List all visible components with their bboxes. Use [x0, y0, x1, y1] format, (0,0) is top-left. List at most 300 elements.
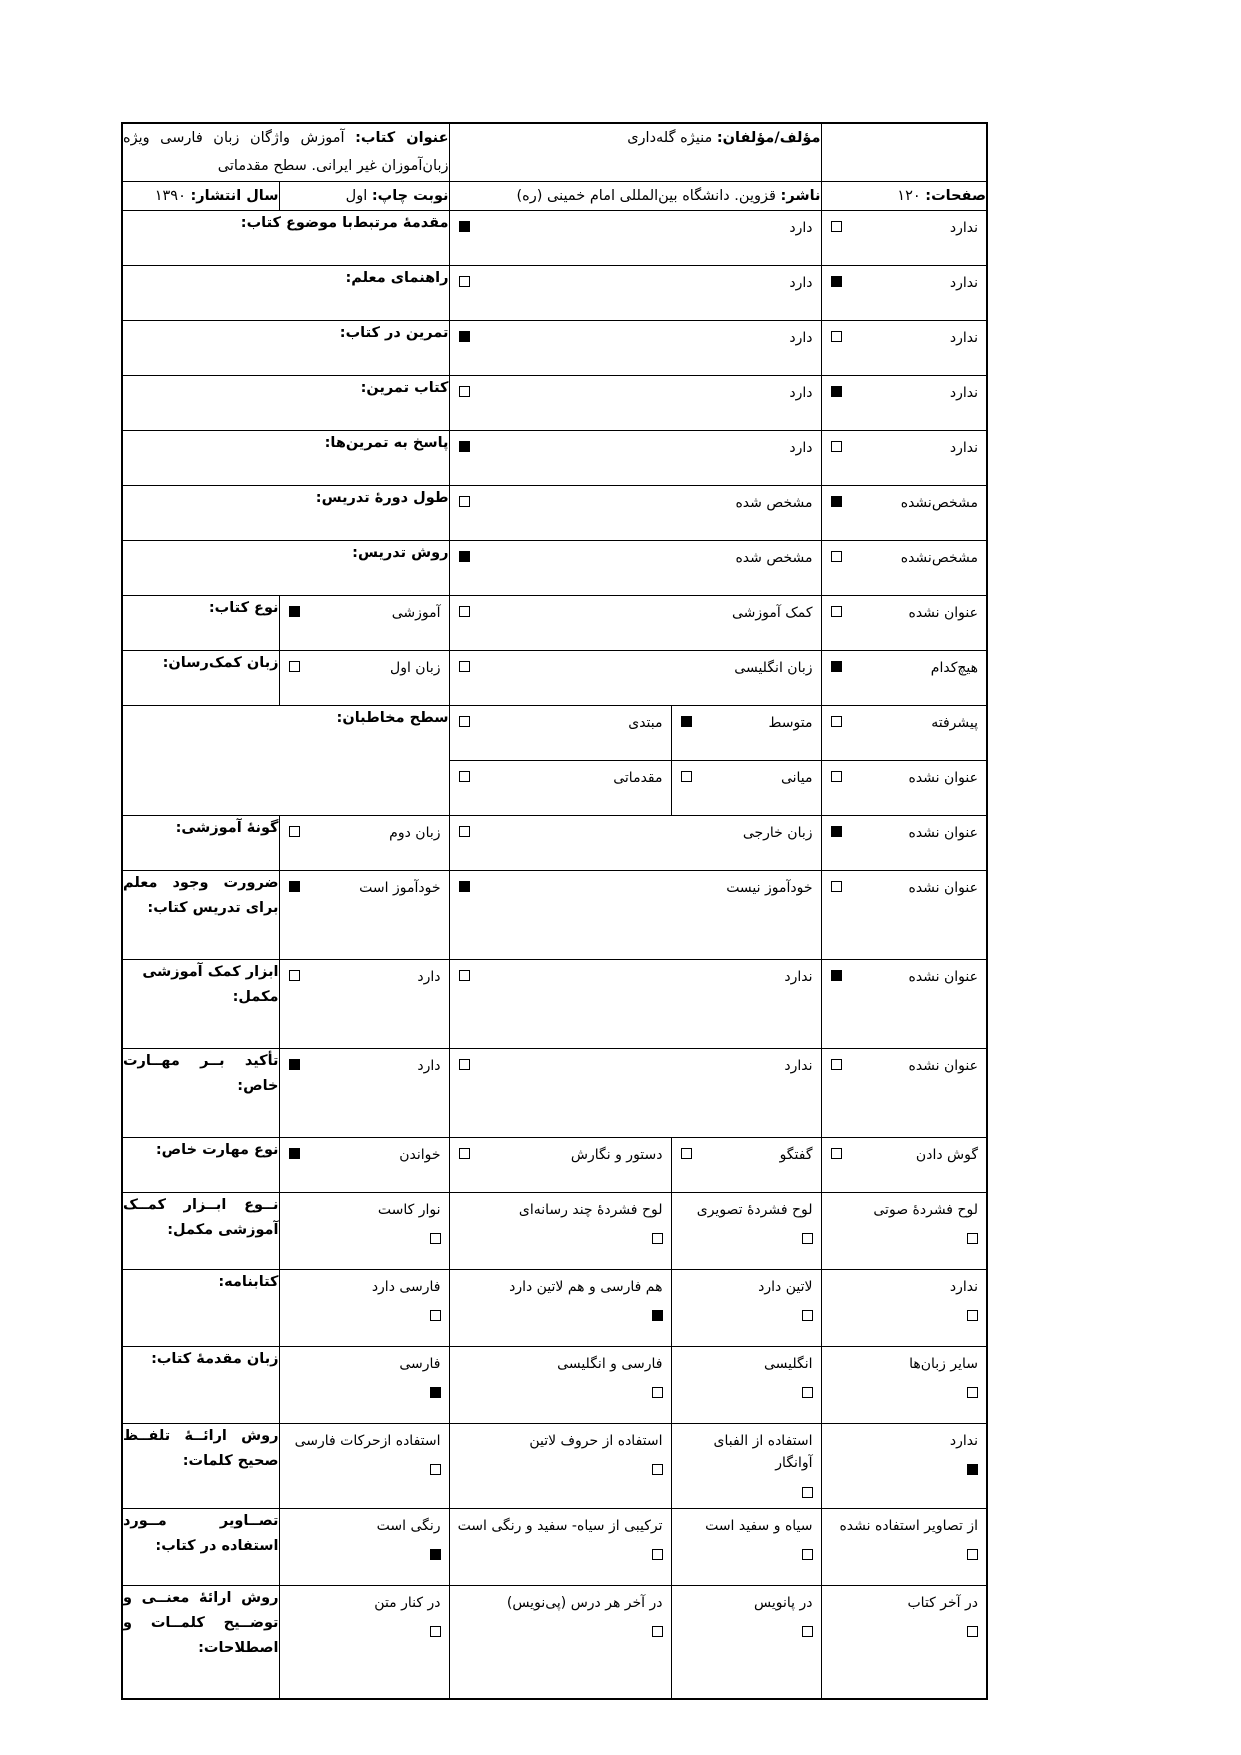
option-label: در پانویس — [754, 1594, 813, 1611]
criterion-row — [122, 1508, 987, 1585]
criterion-row — [122, 705, 987, 760]
option-cell[interactable] — [280, 960, 449, 1048]
form-body — [122, 123, 987, 1699]
checkbox-unchecked[interactable] — [802, 1387, 813, 1398]
option-cell[interactable] — [450, 1049, 821, 1137]
option-td[interactable] — [821, 870, 987, 959]
checkbox-checked[interactable] — [430, 1387, 441, 1398]
option-label: عنوان نشده — [908, 604, 978, 621]
criterion-label: کتاب تمرین: — [122, 375, 449, 430]
option-td[interactable] — [279, 1508, 449, 1585]
option-td[interactable] — [449, 1423, 671, 1508]
option-td[interactable] — [821, 485, 987, 540]
option-label: فارسی دارد — [371, 1278, 441, 1295]
publisher-value: قزوین. دانشگاه بین‌المللی امام خمینی (ره) — [516, 187, 776, 204]
option-label: سایر زبان‌ها — [909, 1355, 978, 1372]
checkbox-unchecked[interactable] — [289, 826, 300, 837]
option-td[interactable] — [449, 959, 821, 1048]
criterion-row — [122, 1137, 987, 1192]
option-td[interactable] — [821, 375, 987, 430]
criterion-row — [122, 595, 987, 650]
option-cell[interactable] — [822, 486, 987, 540]
option-label: گوش دادن — [915, 1146, 978, 1163]
checkbox-checked[interactable] — [831, 826, 842, 837]
criterion-label: سطح مخاطبان: — [122, 705, 449, 815]
option-label: عنوان نشده — [908, 879, 978, 896]
option-label: لوح فشردهٔ صوتی — [873, 1201, 978, 1218]
criterion-label: روش ارائــهٔ تلفــظ صحیح کلمات: — [122, 1423, 279, 1508]
option-td[interactable] — [449, 540, 821, 595]
checkbox-checked[interactable] — [652, 1310, 663, 1321]
option-cell[interactable] — [450, 1270, 671, 1346]
criterion-label: روش تدریس: — [122, 540, 449, 595]
checkbox-checked[interactable] — [289, 1059, 300, 1070]
option-cell[interactable] — [450, 1193, 671, 1269]
option-cell[interactable] — [280, 596, 449, 650]
checkbox-checked[interactable] — [459, 441, 470, 452]
option-cell[interactable] — [450, 596, 821, 650]
option-label: ندارد — [949, 439, 978, 456]
option-cell[interactable] — [450, 1586, 671, 1698]
option-cell[interactable] — [450, 1509, 671, 1585]
checkbox-unchecked[interactable] — [831, 1148, 842, 1159]
checkbox-unchecked[interactable] — [289, 970, 300, 981]
option-td[interactable] — [821, 959, 987, 1048]
checkbox-unchecked[interactable] — [652, 1549, 663, 1560]
checkbox-checked[interactable] — [831, 276, 842, 287]
option-td[interactable] — [449, 1585, 671, 1699]
option-td[interactable] — [279, 1346, 449, 1423]
option-label: میانی — [780, 769, 813, 786]
option-td[interactable] — [671, 1137, 821, 1192]
option-cell[interactable] — [822, 816, 987, 870]
option-cell[interactable] — [280, 1049, 449, 1137]
option-td[interactable] — [279, 595, 449, 650]
option-td[interactable] — [279, 959, 449, 1048]
checkbox-unchecked[interactable] — [831, 551, 842, 562]
checkbox-unchecked[interactable] — [967, 1233, 978, 1244]
option-td[interactable] — [821, 430, 987, 485]
option-label: آموزشی — [391, 604, 441, 621]
option-cell[interactable] — [280, 1424, 449, 1500]
option-cell[interactable] — [280, 651, 449, 705]
title-cell — [122, 123, 449, 181]
option-label: خواندن — [399, 1146, 441, 1163]
option-td[interactable] — [671, 1269, 821, 1346]
option-cell[interactable] — [450, 761, 671, 815]
checkbox-checked[interactable] — [681, 716, 692, 727]
option-label: لوح فشردهٔ چند رسانه‌ای — [518, 1201, 663, 1218]
option-label: زبان دوم — [389, 824, 441, 841]
option-label: ندارد — [784, 968, 813, 985]
year-value: ۱۳۹۰ — [154, 187, 186, 204]
year-label: سال انتشار: — [190, 187, 279, 204]
option-td[interactable] — [449, 1048, 821, 1137]
option-label: ندارد — [949, 1432, 978, 1449]
option-cell[interactable] — [822, 761, 987, 815]
checkbox-unchecked[interactable] — [802, 1310, 813, 1321]
option-cell[interactable] — [280, 816, 449, 870]
option-td[interactable] — [821, 540, 987, 595]
checkbox-checked[interactable] — [289, 606, 300, 617]
option-td[interactable] — [671, 705, 821, 760]
checkbox-checked[interactable] — [459, 331, 470, 342]
option-cell[interactable] — [822, 1586, 987, 1698]
checkbox-unchecked[interactable] — [652, 1387, 663, 1398]
checkbox-checked[interactable] — [459, 551, 470, 562]
checkbox-unchecked[interactable] — [430, 1233, 441, 1244]
option-cell[interactable] — [672, 1509, 821, 1585]
option-cell[interactable] — [450, 1138, 671, 1192]
option-label: سیاه و سفید است — [705, 1517, 813, 1534]
option-td[interactable] — [449, 1137, 671, 1192]
checkbox-checked[interactable] — [289, 881, 300, 892]
option-label: مبتدی — [628, 714, 663, 731]
option-label: استفاده از الفبای آوانگار — [713, 1432, 813, 1472]
criterion-row — [122, 430, 987, 485]
option-td[interactable] — [279, 1137, 449, 1192]
option-cell[interactable] — [822, 871, 987, 959]
checkbox-checked[interactable] — [459, 221, 470, 232]
option-td[interactable] — [821, 210, 987, 265]
author-value: منیژه گله‌داری — [627, 130, 713, 146]
option-label: زبان خارجی — [742, 824, 813, 841]
option-td[interactable] — [449, 650, 821, 705]
option-label: استفاده ازحرکات فارسی — [294, 1432, 441, 1449]
option-cell[interactable] — [672, 1347, 821, 1423]
option-label: ندارد — [949, 384, 978, 401]
checkbox-unchecked[interactable] — [459, 826, 470, 837]
checkbox-unchecked[interactable] — [831, 441, 842, 452]
option-cell[interactable] — [822, 651, 987, 705]
option-label: از تصاویر استفاده نشده — [839, 1517, 978, 1534]
checkbox-unchecked[interactable] — [459, 716, 470, 727]
option-td[interactable] — [821, 320, 987, 375]
option-td[interactable] — [821, 650, 987, 705]
checkbox-unchecked[interactable] — [967, 1626, 978, 1637]
criterion-row — [122, 1346, 987, 1423]
checkbox-unchecked[interactable] — [459, 1148, 470, 1159]
checkbox-unchecked[interactable] — [831, 771, 842, 782]
option-cell[interactable] — [280, 1509, 449, 1585]
option-td[interactable] — [821, 1137, 987, 1192]
option-td[interactable] — [449, 1269, 671, 1346]
edition-cell — [279, 181, 449, 210]
option-td[interactable] — [821, 705, 987, 760]
option-label: هم فارسی و هم لاتین دارد — [509, 1278, 663, 1295]
option-label: گفتگو — [779, 1146, 813, 1163]
checkbox-unchecked[interactable] — [831, 881, 842, 892]
checkbox-unchecked[interactable] — [831, 331, 842, 342]
checkbox-unchecked[interactable] — [459, 1059, 470, 1070]
option-cell[interactable] — [672, 1193, 821, 1269]
option-label: فارسی — [399, 1355, 441, 1372]
checkbox-checked[interactable] — [831, 386, 842, 397]
title-value: آموزش واژگان زبان فارسی ویژه زبان‌آموزان غیر ایرانی. سطح مقدماتی — [122, 130, 449, 175]
checkbox-unchecked[interactable] — [459, 661, 470, 672]
criterion-label: راهنمای معلم: — [122, 265, 449, 320]
option-td[interactable] — [449, 320, 821, 375]
option-td[interactable] — [821, 760, 987, 815]
checkbox-unchecked[interactable] — [831, 606, 842, 617]
checkbox-unchecked[interactable] — [802, 1487, 813, 1498]
option-td[interactable] — [671, 1508, 821, 1585]
option-td[interactable] — [449, 210, 821, 265]
option-td[interactable] — [279, 1423, 449, 1508]
criterion-row — [122, 1585, 987, 1699]
option-cell[interactable] — [280, 1138, 449, 1192]
author-label: مؤلف/مؤلفان: — [716, 130, 821, 146]
option-label: متوسط — [768, 714, 813, 731]
checkbox-unchecked[interactable] — [681, 771, 692, 782]
option-td[interactable] — [279, 1585, 449, 1699]
checkbox-checked[interactable] — [831, 970, 842, 981]
option-td[interactable] — [279, 870, 449, 959]
option-td[interactable] — [279, 1048, 449, 1137]
criterion-label: پاسخ به تمرین‌ها: — [122, 430, 449, 485]
option-td[interactable] — [449, 1192, 671, 1269]
option-label: عنوان نشده — [908, 1057, 978, 1074]
option-td[interactable] — [449, 595, 821, 650]
option-cell[interactable] — [280, 871, 449, 959]
option-cell[interactable] — [672, 761, 821, 815]
checkbox-checked[interactable] — [831, 496, 842, 507]
option-cell[interactable] — [672, 1424, 821, 1508]
option-td[interactable] — [821, 1423, 987, 1508]
option-cell[interactable] — [450, 211, 821, 265]
option-label: انگلیسی — [763, 1355, 813, 1372]
criterion-label: کتابنامه: — [122, 1269, 279, 1346]
option-label: در آخر هر درس (پی‌نویس) — [506, 1594, 663, 1611]
criterion-label: ضرورت وجود معلم برای تدریس کتاب: — [122, 870, 279, 959]
option-cell[interactable] — [822, 266, 987, 320]
option-label: ترکیبی از سیاه- سفید و رنگی است — [457, 1517, 663, 1534]
option-label: ندارد — [949, 219, 978, 236]
checkbox-checked[interactable] — [430, 1549, 441, 1560]
option-td[interactable] — [821, 1508, 987, 1585]
option-label: دارد — [789, 439, 813, 456]
criterion-label: تأکید بــر مهــارت خاص: — [122, 1048, 279, 1137]
option-td[interactable] — [449, 485, 821, 540]
option-cell[interactable] — [672, 706, 821, 760]
option-label: مشخص شده — [735, 494, 813, 511]
option-label: ندارد — [784, 1057, 813, 1074]
option-cell[interactable] — [672, 1138, 821, 1192]
option-td[interactable] — [449, 705, 671, 760]
option-td[interactable] — [671, 1423, 821, 1508]
option-cell[interactable] — [672, 1270, 821, 1346]
option-cell[interactable] — [280, 1270, 449, 1346]
checkbox-unchecked[interactable] — [967, 1549, 978, 1560]
criterion-row — [122, 540, 987, 595]
option-label: زبان اول — [390, 659, 441, 676]
option-td[interactable] — [671, 1346, 821, 1423]
option-td[interactable] — [279, 815, 449, 870]
criterion-row — [122, 870, 987, 959]
criterion-row — [122, 320, 987, 375]
checkbox-checked[interactable] — [967, 1464, 978, 1475]
option-label: خودآموز است — [359, 879, 441, 896]
option-cell[interactable] — [450, 431, 821, 485]
checkbox-checked[interactable] — [289, 1148, 300, 1159]
option-cell[interactable] — [822, 596, 987, 650]
criterion-label: روش ارائهٔ معنــی و توضــیح کلمــات و اصطلاحات: — [122, 1585, 279, 1699]
criterion-row — [122, 485, 987, 540]
checkbox-unchecked[interactable] — [831, 1059, 842, 1070]
option-cell[interactable] — [672, 1586, 821, 1698]
checkbox-unchecked[interactable] — [289, 661, 300, 672]
option-label: ندارد — [949, 274, 978, 291]
option-cell[interactable] — [450, 1347, 671, 1423]
criterion-label: طول دورهٔ تدریس: — [122, 485, 449, 540]
option-cell[interactable] — [822, 1270, 987, 1346]
checkbox-unchecked[interactable] — [430, 1626, 441, 1637]
criterion-label: گونهٔ آموزشی: — [122, 815, 279, 870]
option-label: خودآموز نیست — [726, 879, 813, 896]
checkbox-unchecked[interactable] — [459, 496, 470, 507]
option-cell[interactable] — [822, 960, 987, 1048]
option-cell[interactable] — [822, 1193, 987, 1269]
option-label: استفاده از حروف لاتین — [529, 1432, 663, 1449]
option-td[interactable] — [821, 595, 987, 650]
option-label: زبان انگلیسی — [734, 659, 813, 676]
option-cell[interactable] — [450, 1424, 671, 1500]
checkbox-unchecked[interactable] — [430, 1310, 441, 1321]
checkbox-checked[interactable] — [831, 661, 842, 672]
option-td[interactable] — [671, 760, 821, 815]
checkbox-unchecked[interactable] — [802, 1549, 813, 1560]
option-cell[interactable] — [822, 1347, 987, 1423]
option-td[interactable] — [821, 265, 987, 320]
pages-cell — [821, 181, 987, 210]
option-cell[interactable] — [822, 321, 987, 375]
option-cell[interactable] — [450, 871, 821, 959]
checkbox-unchecked[interactable] — [459, 276, 470, 287]
pages-value: ۱۲۰ — [897, 187, 921, 204]
header-row-publication — [122, 181, 987, 210]
checkbox-unchecked[interactable] — [802, 1626, 813, 1637]
option-td[interactable] — [449, 265, 821, 320]
option-cell[interactable] — [822, 541, 987, 595]
option-cell[interactable] — [822, 211, 987, 265]
option-td[interactable] — [449, 870, 821, 959]
option-cell[interactable] — [822, 1509, 987, 1585]
option-td[interactable] — [821, 1269, 987, 1346]
checkbox-unchecked[interactable] — [430, 1464, 441, 1475]
criterion-label: نــوع ابــزار کمــک آموزشی مکمل: — [122, 1192, 279, 1269]
option-cell[interactable] — [822, 431, 987, 485]
criterion-row — [122, 375, 987, 430]
option-cell[interactable] — [450, 376, 821, 430]
publisher-label: ناشر: — [780, 187, 821, 204]
option-label: لوح فشردهٔ تصویری — [696, 1201, 813, 1218]
option-cell[interactable] — [450, 486, 821, 540]
option-label: فارسی و انگلیسی — [557, 1355, 663, 1372]
option-td[interactable] — [821, 1585, 987, 1699]
checkbox-unchecked[interactable] — [459, 606, 470, 617]
option-label: دارد — [417, 1057, 441, 1074]
option-td[interactable] — [279, 1192, 449, 1269]
criterion-label: مقدمهٔ مرتبط‌با موضوع کتاب: — [122, 210, 449, 265]
checkbox-checked[interactable] — [459, 881, 470, 892]
checkbox-unchecked[interactable] — [802, 1233, 813, 1244]
option-td[interactable] — [449, 760, 671, 815]
option-cell[interactable] — [822, 376, 987, 430]
criterion-label: ابزار کمک آموزشی مکمل: — [122, 959, 279, 1048]
option-cell[interactable] — [822, 1424, 987, 1500]
option-cell[interactable] — [450, 651, 821, 705]
option-cell[interactable] — [822, 706, 987, 760]
criterion-row — [122, 1192, 987, 1269]
checkbox-unchecked[interactable] — [652, 1233, 663, 1244]
option-td[interactable] — [671, 1192, 821, 1269]
option-td[interactable] — [449, 1346, 671, 1423]
criterion-label: نوع کتاب: — [122, 595, 279, 650]
option-cell[interactable] — [280, 1347, 449, 1423]
option-cell[interactable] — [450, 816, 821, 870]
option-td[interactable] — [821, 1048, 987, 1137]
option-td[interactable] — [449, 375, 821, 430]
option-label: ندارد — [949, 1278, 978, 1295]
checkbox-unchecked[interactable] — [967, 1310, 978, 1321]
option-td[interactable] — [279, 650, 449, 705]
option-cell[interactable] — [450, 541, 821, 595]
pages-label: صفحات: — [925, 187, 986, 204]
criterion-row — [122, 1048, 987, 1137]
option-td[interactable] — [449, 430, 821, 485]
option-label: در کنار متن — [374, 1594, 441, 1611]
criterion-label: تصــاویر مــورد استفاده در کتاب: — [122, 1508, 279, 1585]
option-td[interactable] — [821, 815, 987, 870]
option-cell[interactable] — [450, 266, 821, 320]
criterion-label: تمرین در کتاب: — [122, 320, 449, 375]
option-label: دارد — [417, 968, 441, 985]
option-label: ندارد — [949, 329, 978, 346]
checkbox-unchecked[interactable] — [831, 221, 842, 232]
option-cell[interactable] — [822, 1049, 987, 1137]
option-td[interactable] — [279, 1269, 449, 1346]
option-cell[interactable] — [280, 1586, 449, 1698]
option-td[interactable] — [821, 1192, 987, 1269]
option-cell[interactable] — [450, 321, 821, 375]
option-label: کمک آموزشی — [731, 604, 813, 621]
checkbox-unchecked[interactable] — [652, 1464, 663, 1475]
checkbox-unchecked[interactable] — [459, 970, 470, 981]
edition-label: نوبت چاپ: — [371, 187, 449, 204]
option-td[interactable] — [449, 815, 821, 870]
checkbox-unchecked[interactable] — [459, 771, 470, 782]
option-label: دستور و نگارش — [570, 1146, 663, 1163]
form-table — [121, 122, 988, 1700]
checkbox-unchecked[interactable] — [652, 1626, 663, 1637]
checkbox-unchecked[interactable] — [681, 1148, 692, 1159]
option-cell[interactable] — [822, 1138, 987, 1192]
option-td[interactable] — [671, 1585, 821, 1699]
criterion-label: زبان مقدمهٔ کتاب: — [122, 1346, 279, 1423]
criterion-row — [122, 959, 987, 1048]
option-cell[interactable] — [280, 1193, 449, 1269]
checkbox-unchecked[interactable] — [459, 386, 470, 397]
year-cell — [122, 181, 279, 210]
checkbox-unchecked[interactable] — [967, 1387, 978, 1398]
checkbox-unchecked[interactable] — [831, 716, 842, 727]
option-label: مشخص شده — [735, 549, 813, 566]
option-cell[interactable] — [450, 960, 821, 1048]
criterion-label: زبان کمک‌رسان: — [122, 650, 279, 705]
option-td[interactable] — [821, 1346, 987, 1423]
option-td[interactable] — [449, 1508, 671, 1585]
option-cell[interactable] — [450, 706, 671, 760]
